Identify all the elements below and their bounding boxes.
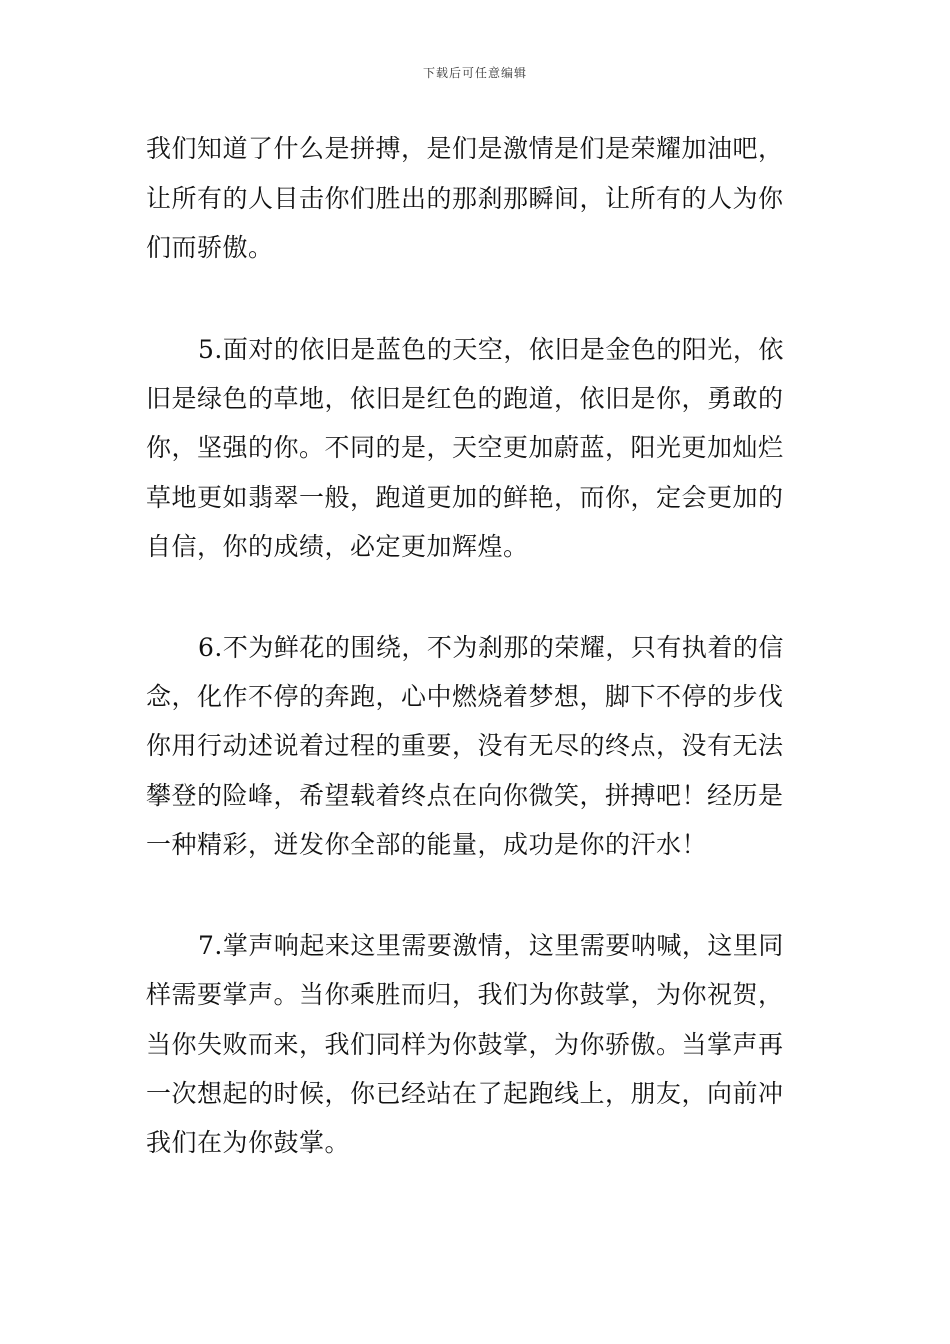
paragraph-3-line-4: 攀登的险峰，希望载着终点在向你微笑，拼搏吧！经历是	[146, 781, 784, 810]
paragraph-1-line-3: 们而骄傲。	[146, 233, 274, 262]
paragraph-4-line-4: 一次想起的时候，你已经站在了起跑线上，朋友，向前冲	[146, 1079, 784, 1108]
paragraph-2-line-1: 5.面对的依旧是蓝色的天空，依旧是金色的阳光，依	[198, 335, 784, 364]
paragraph-4-line-2: 样需要掌声。当你乘胜而归，我们为你鼓掌，为你祝贺，	[146, 980, 784, 1009]
paragraph-4-line-3: 当你失败而来，我们同样为你鼓掌，为你骄傲。当掌声再	[146, 1030, 784, 1059]
paragraph-2-line-2: 旧是绿色的草地，依旧是红色的跑道，依旧是你，勇敢的	[146, 384, 784, 413]
paragraph-3-line-1: 6.不为鲜花的围绕，不为刹那的荣耀，只有执着的信	[198, 633, 784, 662]
paragraph-3-line-3: 你用行动述说着过程的重要，没有无尽的终点，没有无法	[146, 731, 784, 760]
paragraph-3-line-2: 念，化作不停的奔跑，心中燃烧着梦想，脚下不停的步伐	[146, 682, 784, 711]
paragraph-1-line-2: 让所有的人目击你们胜出的那刹那瞬间，让所有的人为你	[146, 184, 784, 213]
paragraph-1-line-1: 我们知道了什么是拼搏，是们是激情是们是荣耀加油吧，	[146, 134, 784, 163]
paragraph-4-line-1: 7.掌声响起来这里需要激情，这里需要呐喊，这里同	[198, 931, 784, 960]
paragraph-2-line-3: 你，坚强的你。不同的是，天空更加蔚蓝，阳光更加灿烂	[146, 433, 784, 462]
paragraph-2-line-5: 自信，你的成绩，必定更加辉煌。	[146, 532, 529, 561]
paragraph-4-line-5: 我们在为你鼓掌。	[146, 1128, 351, 1157]
page-header: 下载后可任意编辑	[422, 66, 527, 80]
paragraph-3-line-5: 一种精彩，迸发你全部的能量，成功是你的汗水！	[146, 830, 708, 859]
paragraph-2-line-4: 草地更如翡翠一般，跑道更加的鲜艳，而你，定会更加的	[146, 483, 784, 512]
